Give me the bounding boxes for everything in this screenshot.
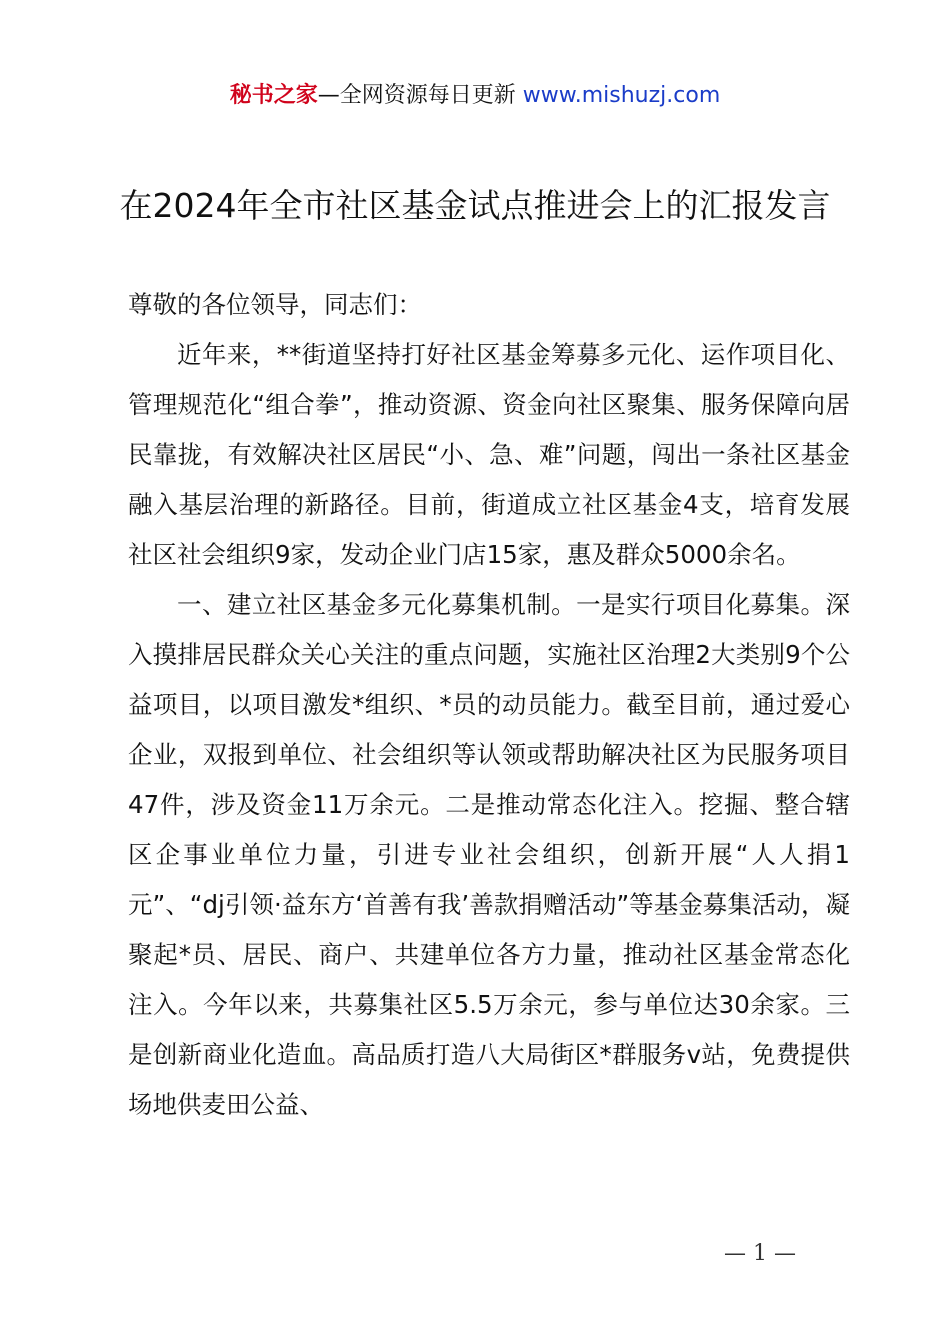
document-body (128, 280, 850, 1130)
body-paragraph-intro: 近年来，**街道坚持打好社区基金筹募多元化、运作项目化、管理规范化“组合拳”，推动资源、资金向社区聚集、服务保障向居民靠拢，有效解决社区居民“小、急、难”问题，闯出一条社区基金融入基层治理的新路径。目前，街道成立社区基金4支，培育发展社区社会组织9家，发动企业门店15家，惠及群众5000余名。 (128, 340, 850, 569)
site-url-link[interactable]: www.mishuzj.com (522, 83, 721, 108)
site-header-banner (0, 80, 950, 112)
salutation: 尊敬的各位领导，同志们： (128, 290, 422, 319)
document-title: 在2024年全市社区基金试点推进会上的汇报发言 (119, 186, 831, 225)
brand-name: 秘书之家 (229, 83, 318, 108)
header-tagline: —全网资源每日更新 (317, 83, 516, 108)
page-number: — 1 — (724, 1241, 796, 1266)
body-paragraph-section-1: 一、建立社区基金多元化募集机制。一是实行项目化募集。深入摸排居民群众关心关注的重点问题，实施社区治理2大类别9个公益项目，以项目激发*组织、*员的动员能力。截至目前，通过爱心企业，双报到单位、社会组织等认领或帮助解决社区为民服务项目47件，涉及资金11万余元。二是推动常态化注入。挖掘、整合辖区企事业单位力量，引进专业社会组织，创新开展“人人捐1元”、“dj引领·益东方‘首善有我’善款捐赠活动”等基金募集活动，凝聚起*员、居民、商户、共建单位各方力量，推动社区基金常态化注入。今年以来，共募集社区5.5万余元，参与单位达30余家。三是创新商业化造血。高品质打造八大局街区*群服务v站，免费提供场地供麦田公益、 (128, 590, 850, 1119)
